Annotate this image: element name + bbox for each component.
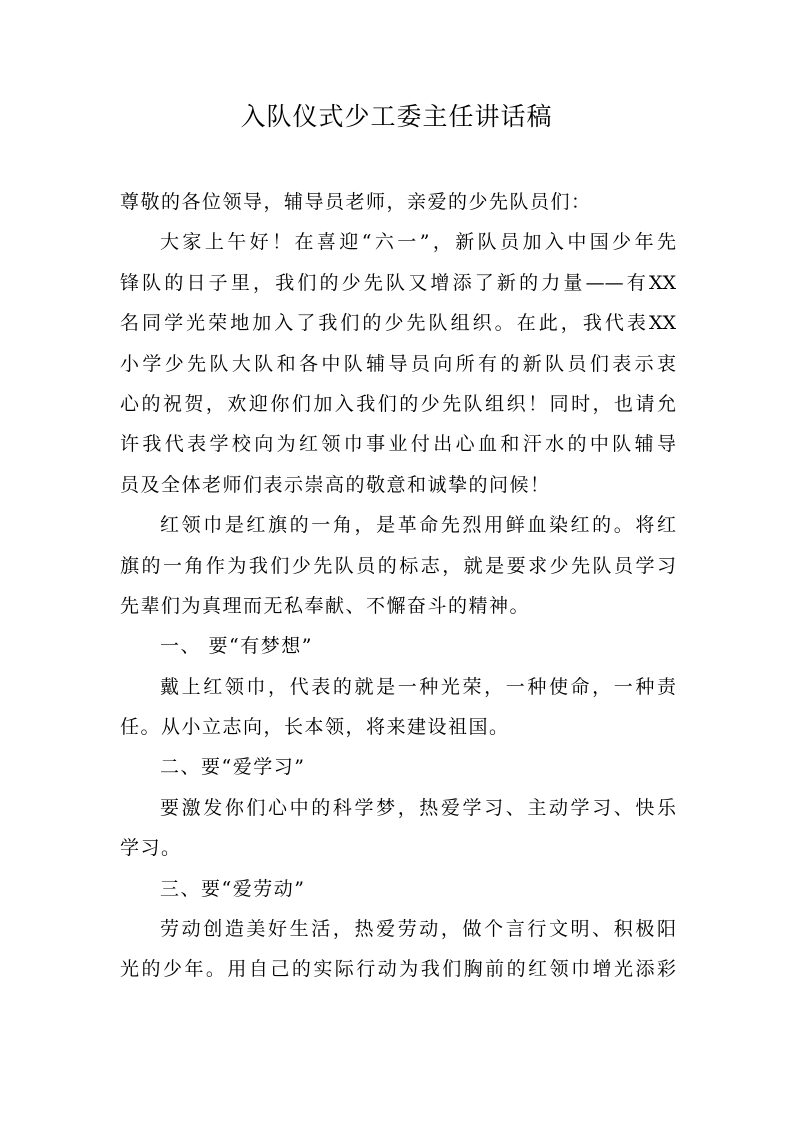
paragraph-2 <box>120 505 676 626</box>
text-line: 许我代表学校向为红领巾事业付出心血和汗水的中队辅导 <box>120 433 676 456</box>
paragraph-3 <box>120 667 676 748</box>
paragraph-5 <box>120 909 676 990</box>
paragraph-4 <box>120 788 676 869</box>
text-line: 旗的一角作为我们少先队员的标志，就是要求少先队员学习 <box>120 554 676 577</box>
text-line: 小学少先队大队和各中队辅导员向所有的新队员们表示衷 <box>120 352 676 375</box>
text-line: 先辈们为真理而无私奉献、不懈奋斗的精神。 <box>120 594 531 617</box>
document-body <box>120 182 676 990</box>
text-line: 劳动创造美好生活，热爱劳动，做个言行文明、积极阳 <box>160 918 676 941</box>
text-line: 光的少年。用自己的实际行动为我们胸前的红领巾增光添彩 <box>120 958 676 981</box>
document-title: 入队仪式少工委主任讲话稿 <box>240 102 553 131</box>
text-line: 大家上午好！在喜迎“六一”，新队员加入中国少年先 <box>160 231 676 254</box>
text-line: 名同学光荣地加入了我们的少先队组织。在此，我代表XX <box>120 312 676 335</box>
section-heading-3: 三、要“爱劳动” <box>160 877 306 900</box>
text-line: 学习。 <box>120 837 182 860</box>
text-line: 红领巾是红旗的一角，是革命先烈用鲜血染红的。将红 <box>160 514 676 537</box>
text-line: 任。从小立志向，长本领，将来建设祖国。 <box>120 716 510 739</box>
paragraph-1 <box>120 222 676 505</box>
text-line: 要激发你们心中的科学梦，热爱学习、主动学习、快乐 <box>160 796 676 819</box>
section-heading-1: 一、 要“有梦想” <box>160 635 313 658</box>
section-heading-2: 二、要“爱学习” <box>160 756 306 779</box>
text-line: 戴上红领巾，代表的就是一种光荣，一种使命，一种责 <box>160 675 676 698</box>
greeting-line: 尊敬的各位领导，辅导员老师，亲爱的少先队员们： <box>120 191 592 213</box>
text-line: 员及全体老师们表示崇高的敬意和诚挚的问候！ <box>120 473 551 496</box>
text-line: 心的祝贺，欢迎你们加入我们的少先队组织！同时，也请允 <box>120 392 676 415</box>
text-line: 锋队的日子里，我们的少先队又增添了新的力量——有XX <box>120 271 676 294</box>
